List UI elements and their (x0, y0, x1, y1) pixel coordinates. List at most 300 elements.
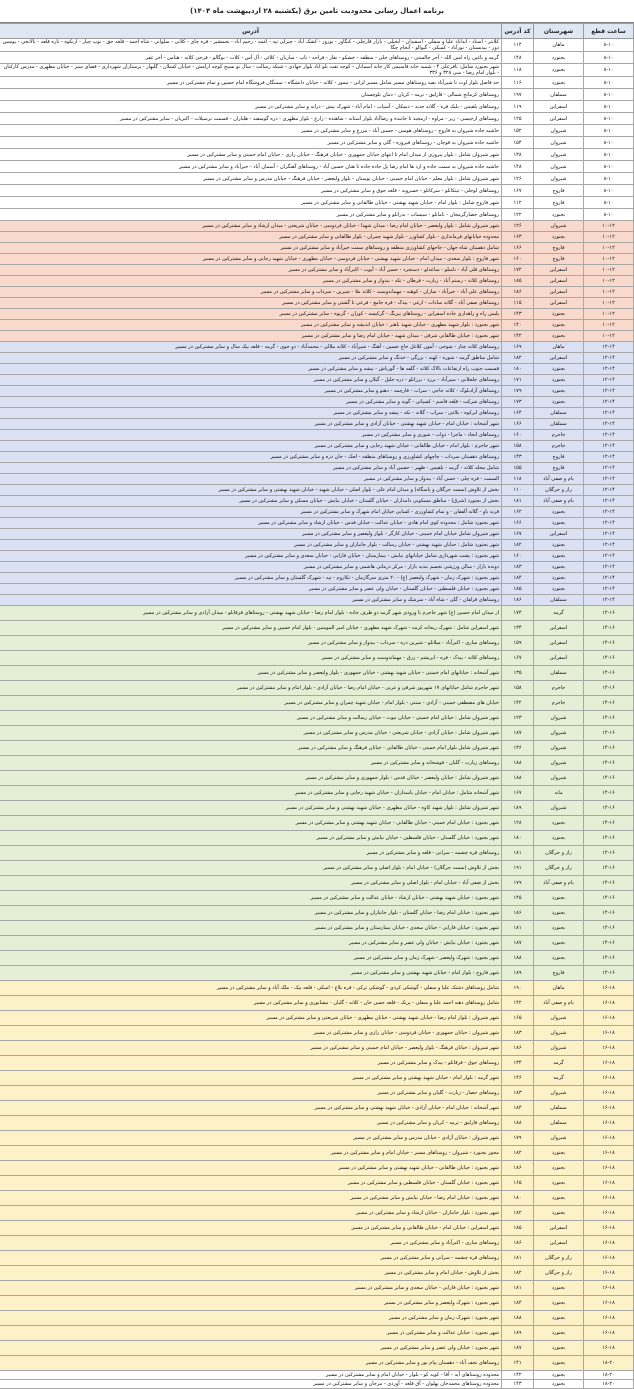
cell-address: شامل مناطق گرمه - شوره - کهنه - بزرگی - خدنگ و سایر مشترکین در مسیر (0, 353, 502, 364)
table-row (0, 595, 634, 606)
table-row (0, 276, 634, 287)
cell-address: شهر شیروان شامل خیابان امام خمینی - خیابان کارگر - بلوار ولیعصر و سایر مشترکین در مسیر (0, 529, 502, 540)
cell-time: ۱۶-۱۸ (584, 1101, 634, 1116)
cell-city: شیروان (534, 125, 584, 137)
cell-city: فاروج (534, 243, 584, 254)
cell-address: شهر بجنورد : خیابان گلستان - خیابان فلسطین - خیابان نیایش و سایر مشترکین در مسیر (0, 831, 502, 846)
cell-address: قسمت جنوب راه ارتفاعات بالاک کلاته - گلفه ها - گورباش - بیشه و سایر مشترکین در مسیر (0, 364, 502, 375)
cell-city: اسفراین (534, 529, 584, 540)
cell-city: بجنورد (534, 921, 584, 936)
cell-code: ۱۴۰ (502, 320, 534, 331)
table-row (0, 636, 634, 651)
cell-time: ۱۴-۱۶ (584, 876, 634, 891)
cell-time: ۸-۱۰ (584, 209, 634, 221)
cell-address: شهر بجنورد شامل: بافرعلی ۴ - شمیه خانه قاسیمی کار خانه آسمانان - کوچه تفت بلو آباد بلوار جهادی - شبکه رسالت - سال نو بسیج کوچه آرامش - خیابان کسلان - گلبهار - پرستاران شهرداری - فضای سبز - خیابان مطهری - مدرس کارکنان - بلوار امام رضا - سی ۳۲۸ و ۳۳۶ (0, 64, 502, 77)
cell-city: راز و جرگلان (534, 1251, 584, 1266)
cell-city: شیروان (534, 771, 584, 786)
table-row (0, 331, 634, 342)
cell-city: جاجرم (534, 696, 584, 711)
cell-address: شامل روستاهای دشتک علیا و سفلی - گوشکی کردی - گوشکی ترکی - قره بلاغ - اسکی - قلعه بیک - ملک آباد و سایر مشترکین در مسیر (0, 981, 502, 996)
cell-code: ۱۴۱ (502, 1356, 534, 1371)
cell-time: ۱۲-۱۴ (584, 485, 634, 496)
table-row (0, 463, 634, 474)
cell-city: بجنورد (534, 891, 584, 906)
cell-city: بجنورد (534, 816, 584, 831)
cell-address: شهر آشخانه شامل : خیابان امام - خیابان پاسداران - خیابان شهید رجایی و سایر مشترکین در مسیر (0, 786, 502, 801)
cell-time: ۸-۱۰ (584, 137, 634, 149)
cell-time: ۱۰-۱۲ (584, 276, 634, 287)
cell-time: ۱۲-۱۴ (584, 452, 634, 463)
cell-code: ۱۹۱ (502, 861, 534, 876)
cell-address: شهر بجنورد : بلوار شهید مطهری - خیابان شهید باهنر - خیابان اندیشه و سایر مشترکین در مسیر (0, 320, 502, 331)
cell-time: ۱۶-۱۸ (584, 1116, 634, 1131)
cell-address: شهر جاجرم شامل خیابانهای ۱۷ شهریور شرقی و غربی - خیابان امام رضا - خیابان آزادی - بلوار امام و سایر مشترکین در مسیر (0, 681, 502, 696)
cell-time: ۸-۱۰ (584, 77, 634, 89)
table-row (0, 726, 634, 741)
cell-code: ۱۶۵ (502, 1011, 534, 1026)
cell-time: ۱۲-۱۴ (584, 397, 634, 408)
cell-code: ۱۶۶ (502, 518, 534, 529)
cell-address: روستاهای قارلیق - ترمه - کرپان و سایر مشترکین در مسیر (0, 1116, 502, 1131)
cell-city: بجنورد (534, 573, 584, 584)
cell-address: شهر بجنورد شامل : خیابان شهید بهشتی - خیابان رسالت - بلوار جانبازان و سایر مشترکین در مسیر (0, 540, 502, 551)
cell-address: شهر شیروان شامل : بلوار معلم - خیابان امام خمینی - خیابان بوستان - بلوار ولیعصر - خیابان فرهنگ - خیابان مدرس و سایر مشترکین در مسیر (0, 173, 502, 185)
table-row (0, 711, 634, 726)
cell-code: ۱۷۲ (502, 265, 534, 276)
cell-city: جاجرم (534, 430, 584, 441)
cell-city: سملقان (534, 1101, 584, 1116)
cell-code: ۱۸۱ (502, 921, 534, 936)
cell-code: ۱۳۴ (502, 1056, 534, 1071)
cell-time: ۱۴-۱۶ (584, 846, 634, 861)
table-row (0, 1161, 634, 1176)
table-row (0, 906, 634, 921)
cell-city: اسفراین (534, 353, 584, 364)
cell-time: ۱۴-۱۶ (584, 921, 634, 936)
cell-time: ۱۸-۲۰ (584, 1356, 634, 1371)
cell-time: ۱۶-۱۸ (584, 1326, 634, 1341)
cell-city: سملقان (534, 1116, 584, 1131)
cell-time: ۱۴-۱۶ (584, 696, 634, 711)
table-row (0, 1131, 634, 1146)
cell-code: ۱۹۷ (502, 89, 534, 101)
table-row (0, 996, 634, 1011)
cell-city: بجنورد (534, 1146, 584, 1161)
cell-time: ۱۲-۱۴ (584, 342, 634, 353)
cell-code: ۱۸۸ (502, 771, 534, 786)
cell-time: ۱۲-۱۴ (584, 562, 634, 573)
cell-address: شهر شیروان شامل : بلوار پیروزی از میدان امام تا انتهای خیابان جمهوری - خیابان فرهنگ - خیابان رازی - خیابان امام خمینی و سایر مشترکین در مسیر (0, 149, 502, 161)
cell-city: شیروان (534, 756, 584, 771)
cell-city: راز و جرگلان (534, 485, 584, 496)
cell-time: ۱۴-۱۶ (584, 666, 634, 681)
table-row (0, 149, 634, 161)
cell-city: بجنورد (534, 320, 584, 331)
cell-code: ۱۸۷ (502, 1341, 534, 1356)
cell-address: شامل دهستان شاه جهان - جاجهای کشاورزی منطقه و روستاهای سمت خیرآباد و سایر مشترکین در مسیر (0, 243, 502, 254)
cell-address: بخش از صفی آباد - خیابان امام - بلوار اصلی و سایر مشترکین در مسیر (0, 876, 502, 891)
table-row (0, 309, 634, 320)
cell-code: ۱۹۰ (502, 981, 534, 996)
cell-city: بجنورد (534, 386, 584, 397)
cell-time: ۸-۱۰ (584, 101, 634, 113)
cell-time: ۱۴-۱۶ (584, 861, 634, 876)
cell-code: ۱۶۲ (502, 507, 534, 518)
cell-code: ۱۸۳ (502, 562, 534, 573)
cell-city: سملقان (534, 666, 584, 681)
table-row (0, 254, 634, 265)
cell-code: ۱۴۸ (502, 161, 534, 173)
table-row (0, 1371, 634, 1380)
cell-address: روستاهای قره چشمه - سرانی - قلعه و سایر مشترکین در مسیر (0, 846, 502, 861)
cell-code: ۱۵۸ (502, 441, 534, 452)
cell-time: ۸-۱۰ (584, 39, 634, 52)
cell-city: بام و صفی آباد (534, 474, 584, 485)
cell-time: ۱۶-۱۸ (584, 1026, 634, 1041)
table-header-row (0, 24, 634, 39)
cell-code: ۱۸۸ (502, 1311, 534, 1326)
table-row (0, 1056, 634, 1071)
table-row (0, 430, 634, 441)
cell-time: ۱۲-۱۴ (584, 408, 634, 419)
cell-time: ۱۶-۱۸ (584, 1161, 634, 1176)
cell-city: بجنورد (534, 364, 584, 375)
cell-city: اسفراین (534, 621, 584, 636)
cell-city: گرمه (534, 606, 584, 621)
cell-code: ۱۳۵ (502, 666, 534, 681)
cell-time: ۱۰-۱۲ (584, 309, 634, 320)
cell-code: ۱۳۸ (502, 149, 534, 161)
table-row (0, 39, 634, 52)
cell-code: ۱۴۲ (502, 1371, 534, 1380)
cell-city: سملقان (534, 408, 584, 419)
cell-time: ۱۰-۱۲ (584, 287, 634, 298)
cell-city: شیروان (534, 1041, 584, 1056)
cell-time: ۱۲-۱۴ (584, 540, 634, 551)
table-row (0, 1266, 634, 1281)
cell-address: شهر شیروان شامل : بلوار ولیعصر - خیابان امام رضا - میدان شهدا - خیابان فردوسی - خیابان شریعتی - میدان ارشاد و سایر مشترکین در مسیر (0, 221, 502, 232)
table-row (0, 1326, 634, 1341)
cell-address: شهر بجنورد : خیابان طالقانی - خیابان شهید بهشتی و سایر مشترکین در مسیر (0, 1161, 502, 1176)
cell-code: ۱۷۹ (502, 386, 534, 397)
cell-city: اسفراین (534, 1236, 584, 1251)
cell-time: ۸-۱۰ (584, 185, 634, 197)
cell-code: ۱۲۶ (502, 221, 534, 232)
cell-city: گرمه (534, 1071, 584, 1086)
table-row (0, 584, 634, 595)
cell-address: روستاهای حصارگرمخان - نامانلو - سیساب - بدرانلو و سایر مشترکین در مسیر (0, 209, 502, 221)
cell-time: ۱۴-۱۶ (584, 801, 634, 816)
cell-code: ۱۸۴ (502, 1101, 534, 1116)
table-row (0, 666, 634, 681)
cell-city: شیروان (534, 801, 584, 816)
cell-address: روستاهای کلاته - بیدک - قره - ابریشم - زرق - مهماندوست و سایر مشترکین در مسیر (0, 651, 502, 666)
table-row (0, 265, 634, 276)
cell-address: شهر بجنورد : خیابان شهید بهشتی - خیابان ارشاد - خیابان عدالت و سایر مشترکین در مسیر (0, 891, 502, 906)
cell-address: روستاهای دهستان سرداب - چاچهای کشاورزی و روستاهای منطقه - لحک - خان دره و سایر مشترکین در مسیر (0, 452, 502, 463)
table-body (0, 39, 634, 1389)
table-row (0, 1236, 634, 1251)
cell-code: ۱۲۳ (502, 711, 534, 726)
cell-address: بخش از تلاوش - خیابان امام و سایر مشترکین در مسیر (0, 1266, 502, 1281)
cell-code: ۱۸۶ (502, 1236, 534, 1251)
cell-code: ۱۵۸ (502, 681, 534, 696)
cell-code: ۱۸۱ (502, 1251, 534, 1266)
cell-time: ۱۲-۱۴ (584, 573, 634, 584)
cell-city: فاروج (534, 254, 584, 265)
cell-code: ۱۸۶ (502, 595, 534, 606)
cell-time: ۸-۱۰ (584, 52, 634, 64)
cell-address: دونده بازار - سالن ورزشی تجسم بندیه بازار - مرکز درمانی هاشمی و سایر مشترکین در مسیر (0, 562, 502, 573)
cell-city: بجنورد (534, 951, 584, 966)
cell-city: اسفراین (534, 265, 584, 276)
table-row (0, 651, 634, 666)
cell-city: بجنورد (534, 507, 584, 518)
cell-code: ۱۸۰ (502, 831, 534, 846)
cell-address: حاشیه جاده شیروان به فاروج - روستاهای هوسن - حسین آباد - مزرع و سایر مشترکین در مسیر (0, 125, 502, 137)
cell-code: ۱۸۳ (502, 1026, 534, 1041)
cell-code: ۱۸۶ (502, 287, 534, 298)
cell-city: اسفراین (534, 636, 584, 651)
cell-address: شهر اسفراین : خیابان امام - خیابان طالقانی و سایر مشترکین در مسیر (0, 1221, 502, 1236)
cell-city: بجنورد (534, 1281, 584, 1296)
table-row (0, 1191, 634, 1206)
cell-code: ۱۴۲ (502, 696, 534, 711)
cell-address: حاشیه جاده شیروان به قوچان - روستاهای فیروزه - گلی و سایر مشترکین در مسیر (0, 137, 502, 149)
cell-address: محدوده خیابانهای فرمانداری - بلوار کشاورز - بلوار شهید چمران - بلوار طالقانی و سایر مشترکین در مسیر (0, 232, 502, 243)
cell-address: شهر بجنورد : بلوار جانبازان - خیابان ارشاد و سایر مشترکین در مسیر (0, 1206, 502, 1221)
cell-time: ۸-۱۰ (584, 113, 634, 125)
cell-code: ۱۷۴ (502, 606, 534, 621)
table-row (0, 981, 634, 996)
cell-time: ۱۲-۱۴ (584, 463, 634, 474)
cell-time: ۱۴-۱۶ (584, 726, 634, 741)
table-row (0, 1101, 634, 1116)
cell-code: ۱۸۲ (502, 540, 534, 551)
cell-time: ۱۲-۱۴ (584, 375, 634, 386)
cell-time: ۱۴-۱۶ (584, 906, 634, 921)
table-row (0, 1356, 634, 1371)
cell-time: ۱۶-۱۸ (584, 1251, 634, 1266)
cell-address: گرمه و باغین راه امین الله - آخر چالستی - روستاهای چلی - منطقه - خشکو - نقار - قراجه - تاپ - ساریان - کلائی - آل آس - کلات - بوگالو - فرخی کلاته - هنامن - آخر غفر (0, 52, 502, 64)
cell-city: بام و صفی آباد (534, 496, 584, 507)
cell-time: ۱۰-۱۲ (584, 320, 634, 331)
cell-time: ۱۲-۱۴ (584, 518, 634, 529)
cell-address: شهر بجنورد : خیابان فارابی - خیابان سعدی - خیابان بیمارستان و سایر مشترکین در مسیر (0, 921, 502, 936)
cell-city: شیروان (534, 149, 584, 161)
table-row (0, 1071, 634, 1086)
cell-address: شهر بجنورد : خیابان امام رضا - خیابان نیایش و سایر مشترکین در مسیر (0, 1191, 502, 1206)
cell-address: روستاهای زیارت - گلیان - قوشخانه و سایر مشترکین در مسیر (0, 756, 502, 771)
cell-city: بجنورد (534, 397, 584, 408)
table-row (0, 1116, 634, 1131)
cell-code: ۱۸۶ (502, 1041, 534, 1056)
cell-time: ۱۶-۱۸ (584, 1221, 634, 1236)
table-row (0, 1296, 634, 1311)
cell-time: ۱۰-۱۲ (584, 232, 634, 243)
cell-address: بخش از تلاوش (سمت جرگلان و پاسگاه) و میدان امام علی - بلوار اصلی - خیابان شهید - خیابان شهید بهشتی و سایر مشترکین در مسیر (0, 485, 502, 496)
cell-code: ۱۱۲ (502, 197, 534, 209)
cell-time: ۱۶-۱۸ (584, 1041, 634, 1056)
cell-code: ۱۱۸ (502, 64, 534, 77)
cell-city: بجنورد (534, 1371, 584, 1380)
cell-code: ۱۶۰ (502, 551, 534, 562)
cell-code: ۱۱۹ (502, 101, 534, 113)
cell-address: شهر شیروان : خیابان فرهنگ - بلوار ولیعصر - خیابان امام خمینی و سایر مشترکین در مسیر (0, 1041, 502, 1056)
cell-code: ۱۱۸ (502, 474, 534, 485)
cell-address: روستاهای شرکت - قلعه قاسم - کسپانی - گونه و سایر مشترکین در مسیر (0, 397, 502, 408)
cell-time: ۱۴-۱۶ (584, 951, 634, 966)
table-row (0, 64, 634, 77)
cell-city: بجنورد (534, 52, 584, 64)
cell-code: ۱۶۰ (502, 254, 534, 265)
table-row (0, 891, 634, 906)
cell-address: شهر شیروان : بلوار امام رضا - خیابان شهید بهشتی - خیابان مطهری - خیابان شریعتی و سایر مشترکین در مسیر (0, 1011, 502, 1026)
table-row (0, 518, 634, 529)
cell-time: ۱۰-۱۲ (584, 298, 634, 309)
cell-time: ۱۶-۱۸ (584, 1131, 634, 1146)
table-row (0, 375, 634, 386)
cell-code: ۱۱۶ (502, 77, 534, 89)
cell-address: روستاهای قلی آباد - نامنلو - ساعدلو - دستجرد - حسن آباد - آیوب - اکبرآباد و سایر مشترکین در مسیر (0, 265, 502, 276)
cell-code: ۱۷۱ (502, 375, 534, 386)
cell-time: ۱۴-۱۶ (584, 831, 634, 846)
cell-city: سملقان (534, 595, 584, 606)
cell-time: ۱۲-۱۴ (584, 474, 634, 485)
cell-address: روستاهای قزلقان - گلی - شاه آباد - سرشک و سایر مشترکین در مسیر (0, 595, 502, 606)
cell-city: اسفراین (534, 651, 584, 666)
cell-address: روستاهای صفی آباد - گلاته سادات - ارغی - بیدک - قره جامع - فرعی تا گشتی و سایر مشترکین در مسیر (0, 298, 502, 309)
schedule-table (0, 23, 634, 1389)
cell-code: ۱۸۲ (502, 1206, 534, 1221)
cell-city: ماهان (534, 981, 584, 996)
cell-code: ۱۱۰ (502, 485, 534, 496)
cell-address: شهر بجنورد شامل : محدوده کوی امام هادی - خیابان عدالت - خیابان قدس - خیابان ارشاد و سایر مشترکین در مسیر (0, 518, 502, 529)
cell-address: روستاهای کلاته - رستم آباد - زیارت - فرطان - تکه - بیدواز و سایر مشترکین در مسیر (0, 276, 502, 287)
cell-city: گرمه (534, 1056, 584, 1071)
cell-time: ۱۶-۱۸ (584, 1341, 634, 1356)
cell-address: شهر بجنورد : شهرک زمان و سایر مشترکین در مسیر (0, 1311, 502, 1326)
cell-address: شهر بجنورد : شهرک ولیعصر و سایر مشترکین در مسیر (0, 1296, 502, 1311)
cell-city: بجنورد (534, 1161, 584, 1176)
cell-city: شیروان (534, 726, 584, 741)
cell-address: شهر شیروان شامل : خیابان آزادی - خیابان شریعتی - خیابان مدرس و سایر مشترکین در مسیر (0, 726, 502, 741)
table-row (0, 507, 634, 518)
cell-address: شهر بجنورد : پشت شهرداری شامل خیابانهای نیایش - بیمارستان - خیابان فارابی - خیابان سعدی و سایر مشترکین در مسیر (0, 551, 502, 562)
cell-city: راز و جرگلان (534, 861, 584, 876)
cell-address: شهر آشخانه : خیابان امام - خیابان شهید بهشتی - خیابان آزادی و سایر مشترکین در مسیر (0, 419, 502, 430)
cell-city: ماهان (534, 342, 584, 353)
cell-code: ۱۴۳ (502, 452, 534, 463)
cell-time: ۸-۱۰ (584, 89, 634, 101)
cell-time: ۸-۱۰ (584, 64, 634, 77)
table-row (0, 452, 634, 463)
cell-city: شیروان (534, 1026, 584, 1041)
cell-city: شیروان (534, 1131, 584, 1146)
table-row (0, 1341, 634, 1356)
cell-time: ۱۴-۱۶ (584, 711, 634, 726)
cell-city: بجنورد (534, 1206, 584, 1221)
table-row (0, 342, 634, 353)
cell-code: ۱۸۷ (502, 936, 534, 951)
cell-address: شهر بجنورد : خیابان فلسطین - خیابان گلستان - خیابان ولی عصر و سایر مشترکین در مسیر (0, 584, 502, 595)
cell-address: شهر شیروان شامل بلوار امام خمینی - خیابان طالقانی - خیابان فرهنگ و سایر مشترکین در مسیر (0, 741, 502, 756)
cell-city: راز و جرگلان (534, 846, 584, 861)
cell-city: بجنورد (534, 936, 584, 951)
cell-address: شهر بجنورد : خیابان طالقانی شرقی - میدان شهید - خیابان امام رضا و سایر مشترکین در مسیر (0, 331, 502, 342)
cell-address: شهر بجنورد : خیابان ولی عصر و سایر مشترکین در مسیر (0, 1341, 502, 1356)
cell-city: بجنورد (534, 1356, 584, 1371)
cell-time: ۱۰-۱۲ (584, 265, 634, 276)
cell-address: روستاهای لوجلی - تیتکانلو - سرکانلو - خسرویه - قلعه جوق و سایر مشترکین در مسیر (0, 185, 502, 197)
cell-city: شیروان (534, 173, 584, 185)
cell-code: ۱۴۶ (502, 1071, 534, 1086)
cell-time: ۱۰-۱۲ (584, 221, 634, 232)
cell-code: ۱۶۴ (502, 408, 534, 419)
cell-city: سملقان (534, 89, 584, 101)
table-row (0, 1176, 634, 1191)
cell-city: بجنورد (534, 309, 584, 320)
cell-city: بجنورد (534, 518, 584, 529)
cell-code: ۱۸۹ (502, 1326, 534, 1341)
cell-address: خیابان های مصطفی خمینی - آزادی - سنتی - بلوار امام - خیابان شهید چمران و سایر مشترکین در مسیر (0, 696, 502, 711)
cell-address: روستاهای قره چشمه - سرانی و سایر مشترکین در مسیر (0, 1251, 502, 1266)
table-row (0, 621, 634, 636)
cell-code: ۱۶۰ (502, 430, 534, 441)
cell-address: شهر اسفراین شامل : شهرک ریحانه کرمه - شهرک شهید مطهری - خیابان امیر المومنین - بلوار امام حسین و سایر مشترکین در مسیر (0, 621, 502, 636)
cell-code: ۱۸۴ (502, 1296, 534, 1311)
table-row (0, 861, 634, 876)
table-row (0, 696, 634, 711)
cell-address: شهر بجنورد : خیابان امام خمینی - خیابان طالقانی - خیابان شهید بهشتی و سایر مشترکین در مسیر (0, 816, 502, 831)
cell-time: ۸-۱۰ (584, 173, 634, 185)
cell-address: السمت - قره چلی - حسن آباد - بیدواز و سایر مشترکین در مسیر (0, 474, 502, 485)
cell-code: ۱۱۴ (502, 39, 534, 52)
cell-code: ۱۸۸ (502, 951, 534, 966)
table-row (0, 681, 634, 696)
cell-code: ۱۲۲ (502, 209, 534, 221)
cell-time: ۸-۱۰ (584, 197, 634, 209)
table-row (0, 786, 634, 801)
table-row (0, 562, 634, 573)
cell-time: ۱۲-۱۴ (584, 441, 634, 452)
cell-time: ۱۴-۱۶ (584, 621, 634, 636)
table-row (0, 831, 634, 846)
cell-time: ۱۶-۱۸ (584, 981, 634, 996)
cell-city: اسفراین (534, 287, 584, 298)
cell-code: ۱۸۹ (502, 801, 534, 816)
header-city: شهرستان (534, 24, 584, 39)
cell-code: ۱۲۸ (502, 816, 534, 831)
cell-address: شهر شیروان شامل : خیابان ولیعصر - خیابان قدس - بلوار جمهوری و سایر مشترکین در مسیر (0, 771, 502, 786)
cell-code: ۱۸۴ (502, 573, 534, 584)
cell-address: روستاهای جلجلانی - سیرآباد - برزد - برزانلو - دره جلیل - گیلان و سایر مشترکین در مسیر (0, 375, 502, 386)
cell-time: ۱۶-۱۸ (584, 1071, 634, 1086)
table-row (0, 113, 634, 125)
cell-city: مانه (534, 786, 584, 801)
cell-code: ۱۸۵ (502, 276, 534, 287)
cell-city: بجنورد (534, 1296, 584, 1311)
table-row (0, 846, 634, 861)
cell-time: ۱۶-۱۸ (584, 1266, 634, 1281)
cell-address: روستاهای ساری - اکبرآباد - میلانلو - شیرین دره - سرداب - بیدواز و سایر مشترکین در مسیر (0, 636, 502, 651)
cell-address: شهر فاروج : بلوار امام - خیابان شهید بهشتی و سایر مشترکین در مسیر (0, 966, 502, 981)
cell-address: روستاهای ارجیسی - زیر - مراوه - ارمجید تا جانبده و رضاآباد بلوار آستانه - شاهنده - زارع - بلوار مطهری - دره گوسفند - هلیاران - قسمت ترسیلات - اکبریان - سایر مشترکین در مسیر (0, 113, 502, 125)
cell-city: ماهان (534, 39, 584, 52)
cell-time: ۱۶-۱۸ (584, 1206, 634, 1221)
cell-time: ۱۲-۱۴ (584, 496, 634, 507)
cell-address: روستاهای اتحاد - ماجرا - دواب - شوری و سایر مشترکین در مسیر (0, 430, 502, 441)
